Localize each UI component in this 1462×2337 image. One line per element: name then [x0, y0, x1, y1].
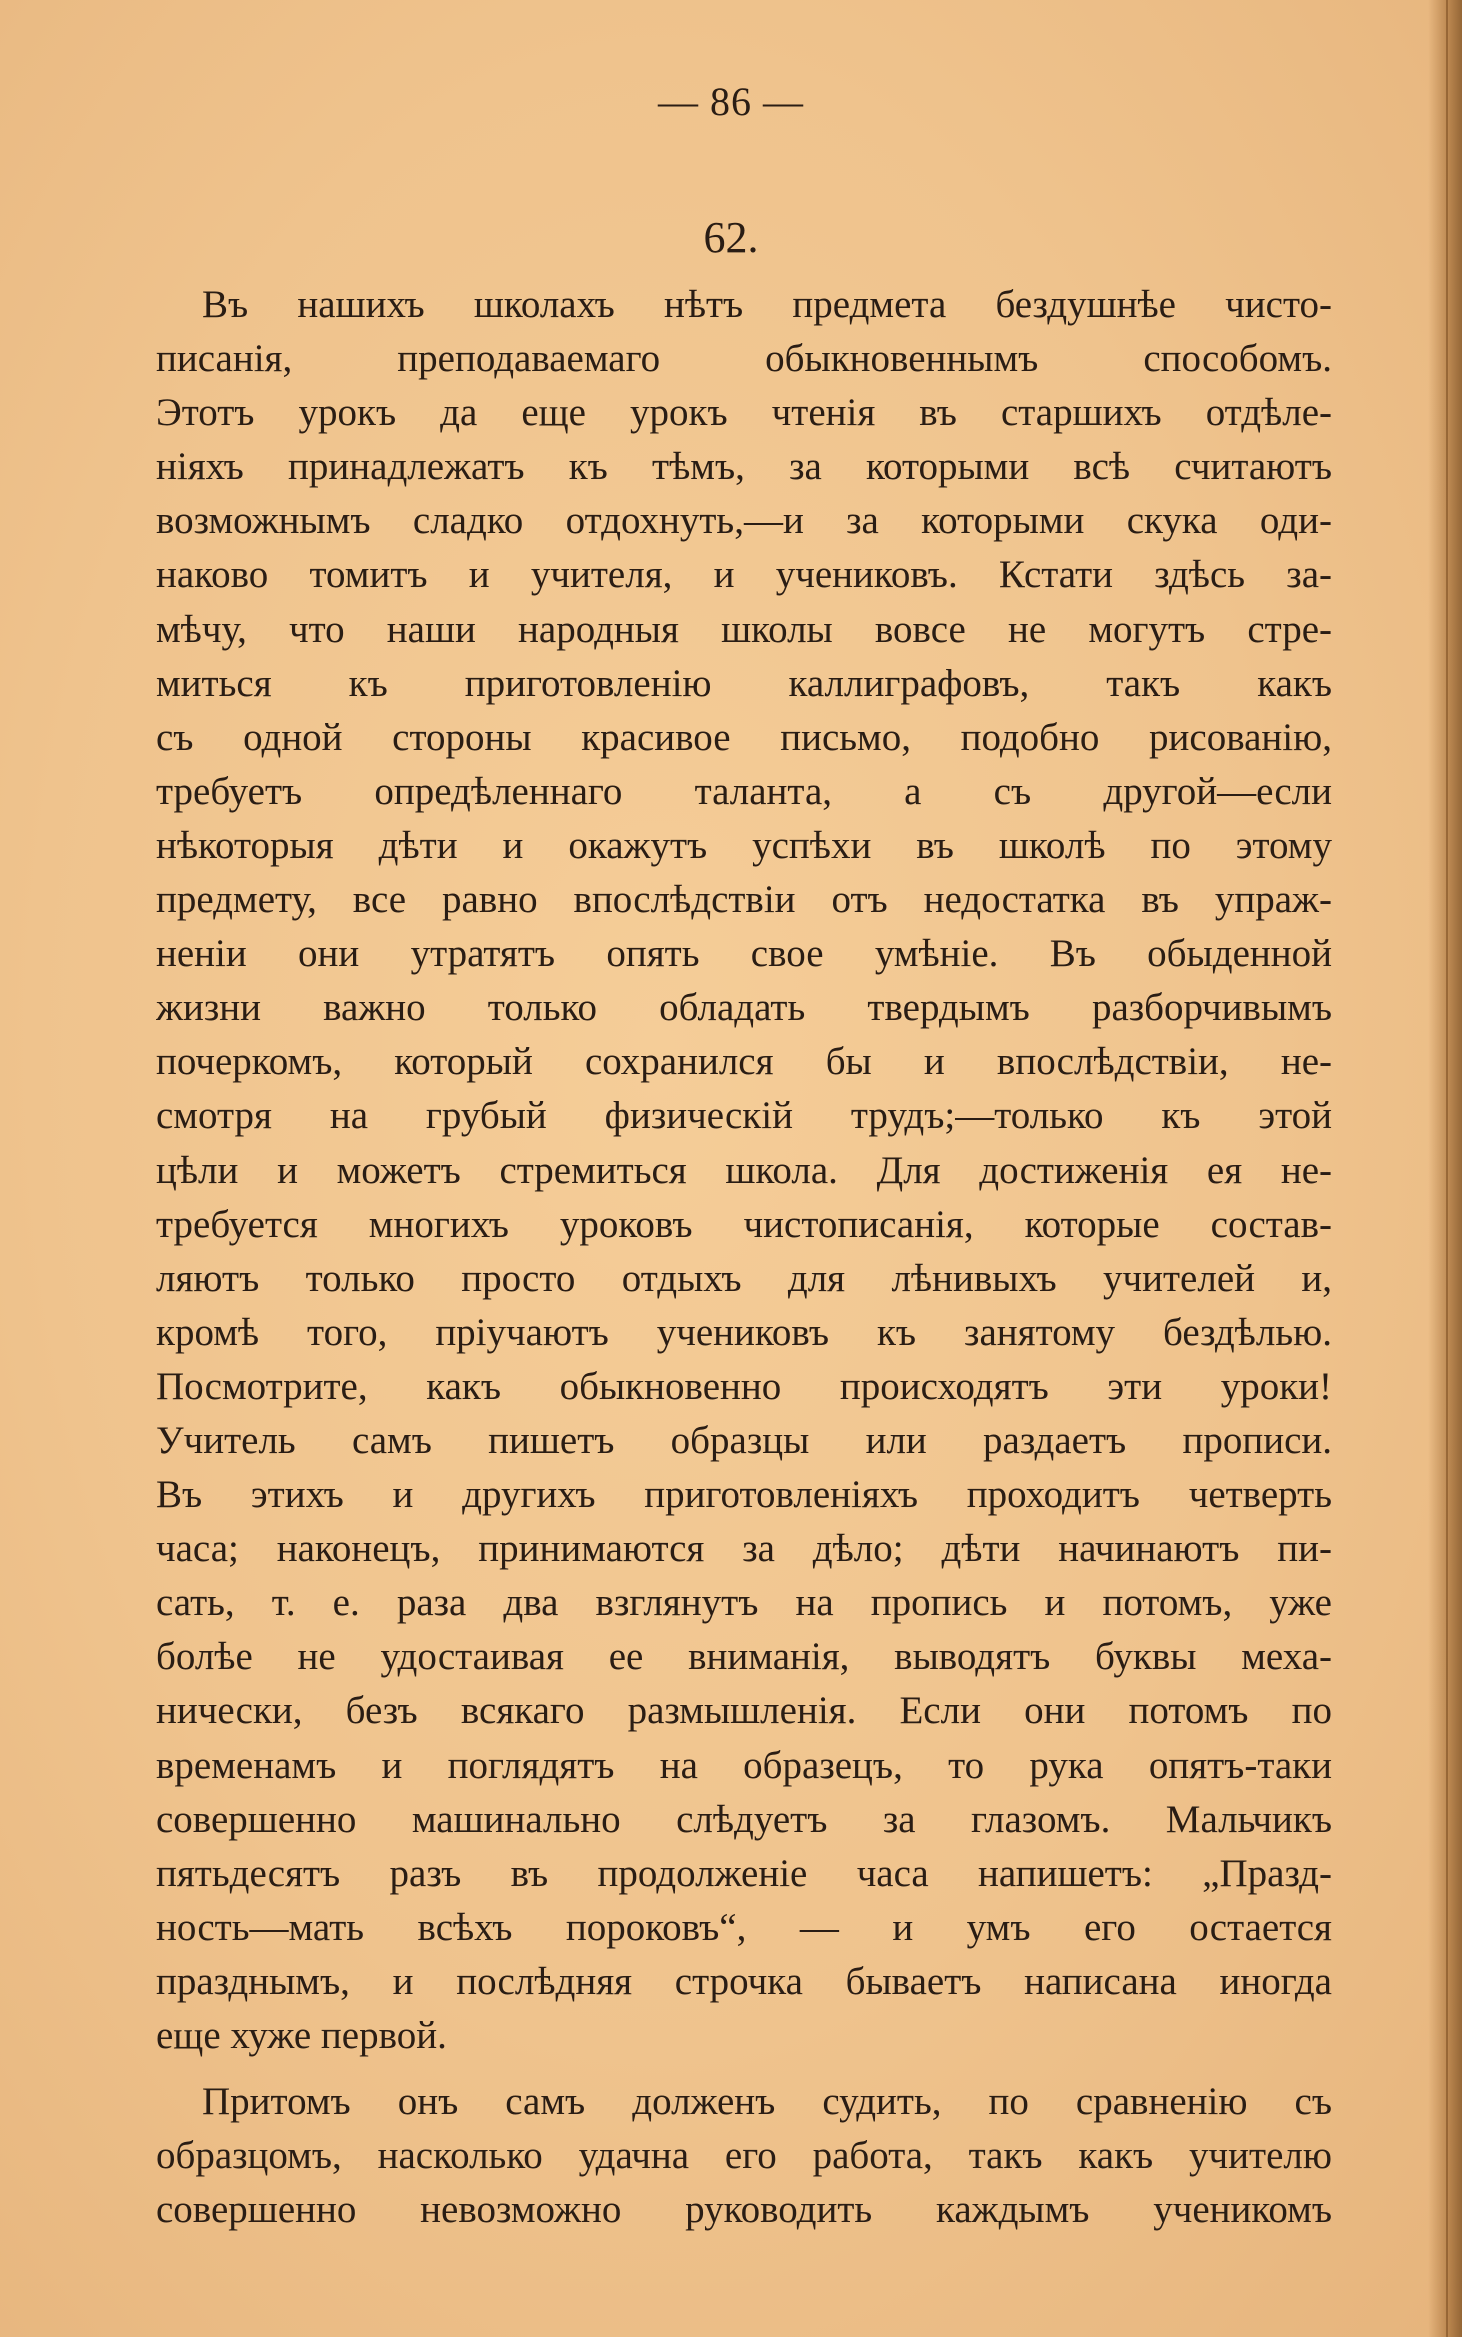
page-number: — 86 —: [658, 79, 804, 124]
text-line: образцомъ, насколько удачна его работа, такъ какъ учителю: [156, 2134, 1332, 2178]
text-line: ляютъ только просто отдыхъ для лѣнивыхъ учителей и,: [156, 1256, 1332, 1300]
body-text: [156, 278, 1332, 2237]
text-line: предмету, все равно впослѣдствіи отъ недостатка въ упраж-: [156, 878, 1332, 922]
text-line: сать, т. е. раза два взглянутъ на пропись и потомъ, уже: [156, 1581, 1332, 1625]
text-line: требуетъ опредѣленнаго таланта, а съ другой—если: [156, 769, 1332, 813]
text-line: почеркомъ, который сохранился бы и впослѣдствіи, не-: [156, 1040, 1332, 1084]
text-line: Въ этихъ и другихъ приготовленіяхъ проходитъ четверть: [156, 1473, 1332, 1517]
text-line: пятьдесятъ разъ въ продолженіе часа напишетъ: „Празд-: [156, 1851, 1332, 1895]
text-line: съ одной стороны красивое письмо, подобно рисованію,: [156, 715, 1332, 759]
text-line: возможнымъ сладко отдохнуть,—и за которыми скука оди-: [156, 499, 1332, 543]
text-line: Учитель самъ пишетъ образцы или раздаетъ прописи.: [156, 1418, 1332, 1462]
text-line: совершенно машинально слѣдуетъ за глазомъ. Мальчикъ: [156, 1797, 1332, 1841]
text-line: Посмотрите, какъ обыкновенно происходятъ эти уроки!: [156, 1364, 1332, 1408]
text-line: жизни важно только обладать твердымъ разборчивымъ: [156, 986, 1332, 1030]
text-line: ніяхъ принадлежатъ къ тѣмъ, за которыми всѣ считаютъ: [156, 445, 1332, 489]
text-line: неніи они утратятъ опять свое умѣніе. Въ обыденной: [156, 932, 1332, 976]
text-line: смотря на грубый физическій трудъ;—только къ этой: [156, 1094, 1332, 1138]
text-line: писанія, преподаваемаго обыкновеннымъ способомъ.: [156, 337, 1332, 381]
text-line: временамъ и поглядятъ на образецъ, то рука опятъ-таки: [156, 1743, 1332, 1787]
text-line: миться къ приготовленію каллиграфовъ, такъ какъ: [156, 661, 1332, 705]
text-line: требуется многихъ уроковъ чистописанія, которые состав-: [156, 1202, 1332, 1246]
text-line: совершенно невозможно руководить каждымъ ученикомъ: [156, 2188, 1332, 2232]
text-line: наково томитъ и учителя, и учениковъ. Кстати здѣсь за-: [156, 553, 1332, 597]
text-line: нически, безъ всякаго размышленія. Если они потомъ по: [156, 1689, 1332, 1733]
page-edge-line: [1446, 0, 1448, 2337]
text-line: болѣе не удостаивая ее вниманія, выводятъ буквы меха-: [156, 1635, 1332, 1679]
text-line: Притомъ онъ самъ долженъ судить, по сравненію съ: [202, 2080, 1332, 2124]
text-line: мѣчу, что наши народныя школы вовсе не могутъ стре-: [156, 607, 1332, 651]
text-line: еще хуже первой.: [156, 2014, 447, 2057]
text-line: нѣкоторыя дѣти и окажутъ успѣхи въ школѣ по этому: [156, 823, 1332, 867]
text-line: празднымъ, и послѣдняя строчка бываетъ написана иногда: [156, 1959, 1332, 2003]
section-number: 62.: [703, 213, 759, 262]
text-line: ность—мать всѣхъ пороковъ“, — и умъ его остается: [156, 1905, 1332, 1949]
text-line: цѣли и можетъ стремиться школа. Для достиженія ея не-: [156, 1148, 1332, 1192]
text-line: кромѣ того, пріучаютъ учениковъ къ занятому бездѣлью.: [156, 1310, 1332, 1354]
page-edge-shadow: [1428, 0, 1462, 2337]
text-line: Въ нашихъ школахъ нѣтъ предмета бездушнѣе чисто-: [202, 283, 1332, 326]
text-line: Этотъ урокъ да еще урокъ чтенія въ старшихъ отдѣле-: [156, 391, 1332, 435]
text-line: часа; наконецъ, принимаются за дѣло; дѣти начинаютъ пи-: [156, 1527, 1332, 1571]
paragraph-gap: [156, 2063, 1332, 2075]
